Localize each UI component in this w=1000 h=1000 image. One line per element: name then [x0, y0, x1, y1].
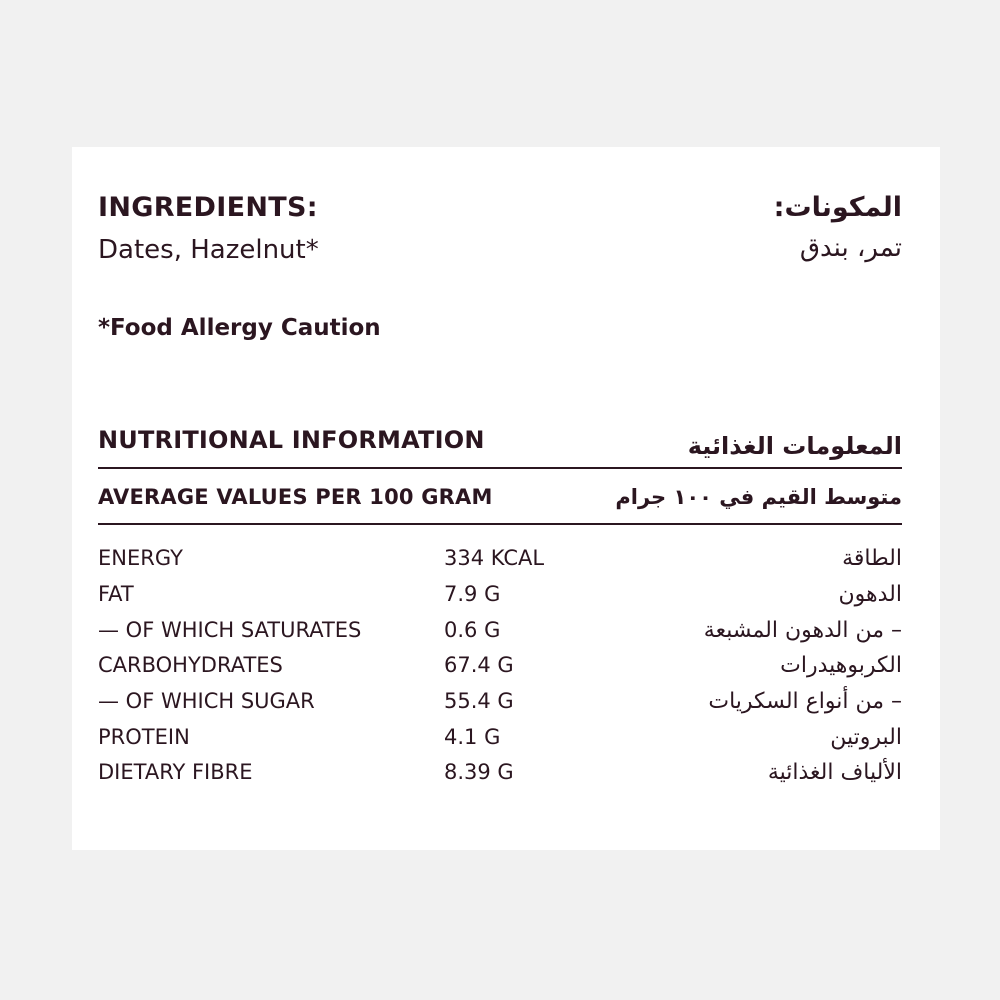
row-label-arabic: – من الدهون المشبعة	[703, 618, 902, 643]
row-label: CARBOHYDRATES	[98, 653, 283, 677]
row-value: 0.6 G	[444, 618, 501, 642]
allergy-caution: *Food Allergy Caution	[98, 315, 381, 341]
ingredients-heading: INGREDIENTS:	[98, 192, 318, 223]
nutrition-heading: NUTRITIONAL INFORMATION	[98, 426, 485, 454]
ingredients-heading-arabic: المكونات:	[773, 192, 902, 223]
row-label: PROTEIN	[98, 725, 190, 749]
row-value: 55.4 G	[444, 689, 514, 713]
nutrition-heading-arabic: المعلومات الغذائية	[687, 432, 902, 460]
row-label-arabic: الطاقة	[842, 546, 902, 571]
row-label-arabic: الدهون	[838, 582, 902, 607]
row-value: 67.4 G	[444, 653, 514, 677]
per-100g-heading: AVERAGE VALUES PER 100 GRAM	[98, 485, 493, 509]
per-100g-heading-arabic: متوسط القيم في ١٠٠ جرام	[615, 485, 902, 509]
row-value: 8.39 G	[444, 760, 514, 784]
row-label-arabic: الألياف الغذائية	[767, 760, 902, 785]
ingredients-list: Dates, Hazelnut*	[98, 235, 319, 265]
row-label: — OF WHICH SUGAR	[98, 689, 315, 713]
row-value: 334 KCAL	[444, 546, 545, 570]
row-label-arabic: البروتين	[830, 725, 902, 750]
row-label: — OF WHICH SATURATES	[98, 618, 362, 642]
row-label-arabic: الكربوهيدرات	[780, 653, 902, 678]
divider-top	[98, 467, 902, 469]
row-label-arabic: – من أنواع السكريات	[708, 689, 902, 714]
divider-bottom	[98, 523, 902, 525]
row-value: 7.9 G	[444, 582, 501, 606]
ingredients-list-arabic: تمر، بندق	[799, 233, 902, 263]
row-label: FAT	[98, 582, 134, 606]
row-label: DIETARY FIBRE	[98, 760, 253, 784]
row-label: ENERGY	[98, 546, 183, 570]
row-value: 4.1 G	[444, 725, 501, 749]
